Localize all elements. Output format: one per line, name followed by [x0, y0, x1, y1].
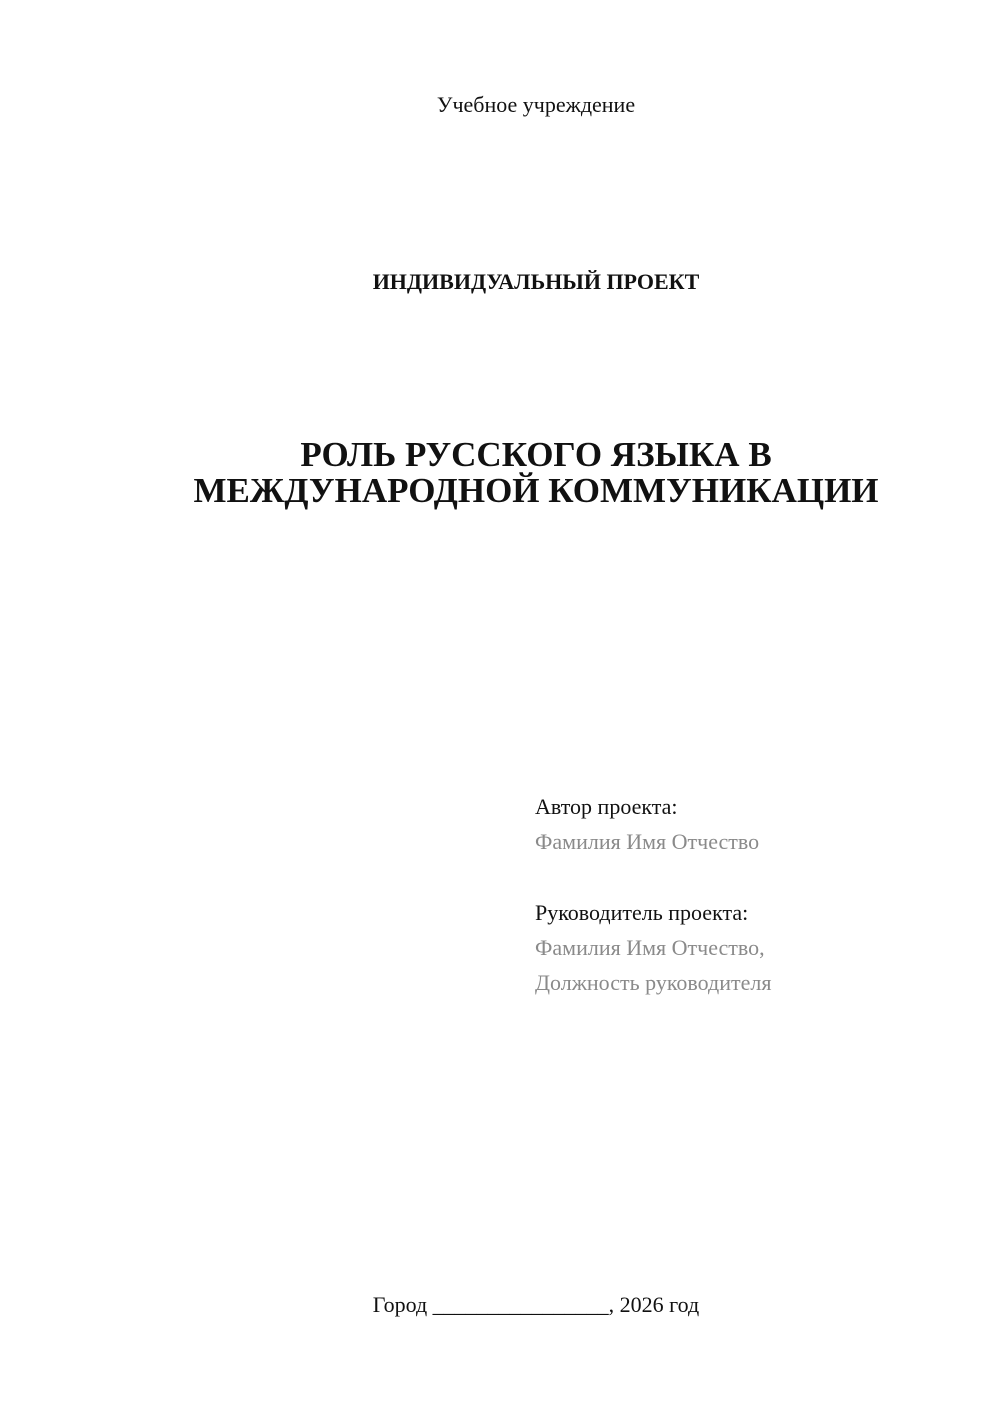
supervisor-position: Должность руководителя	[535, 970, 772, 995]
document-title-line-1: РОЛЬ РУССКОГО ЯЗЫКА В	[300, 435, 772, 474]
document-type: ИНДИВИДУАЛЬНЫЙ ПРОЕКТ	[372, 269, 700, 294]
supervisor-label: Руководитель проекта:	[535, 900, 749, 925]
project-info-block	[535, 789, 955, 1000]
author-label: Автор проекта:	[535, 794, 678, 819]
info-spacer	[535, 859, 955, 895]
document-title-line-2: МЕЖДУНАРОДНОЙ КОММУНИКАЦИИ	[193, 471, 879, 510]
city-year-line: Город ________________, 2026 год	[372, 1292, 700, 1317]
author-name: Фамилия Имя Отчество	[535, 829, 760, 854]
supervisor-name: Фамилия Имя Отчество,	[535, 935, 765, 960]
institution-name: Учебное учреждение	[436, 92, 636, 117]
document-title	[0, 437, 1000, 509]
